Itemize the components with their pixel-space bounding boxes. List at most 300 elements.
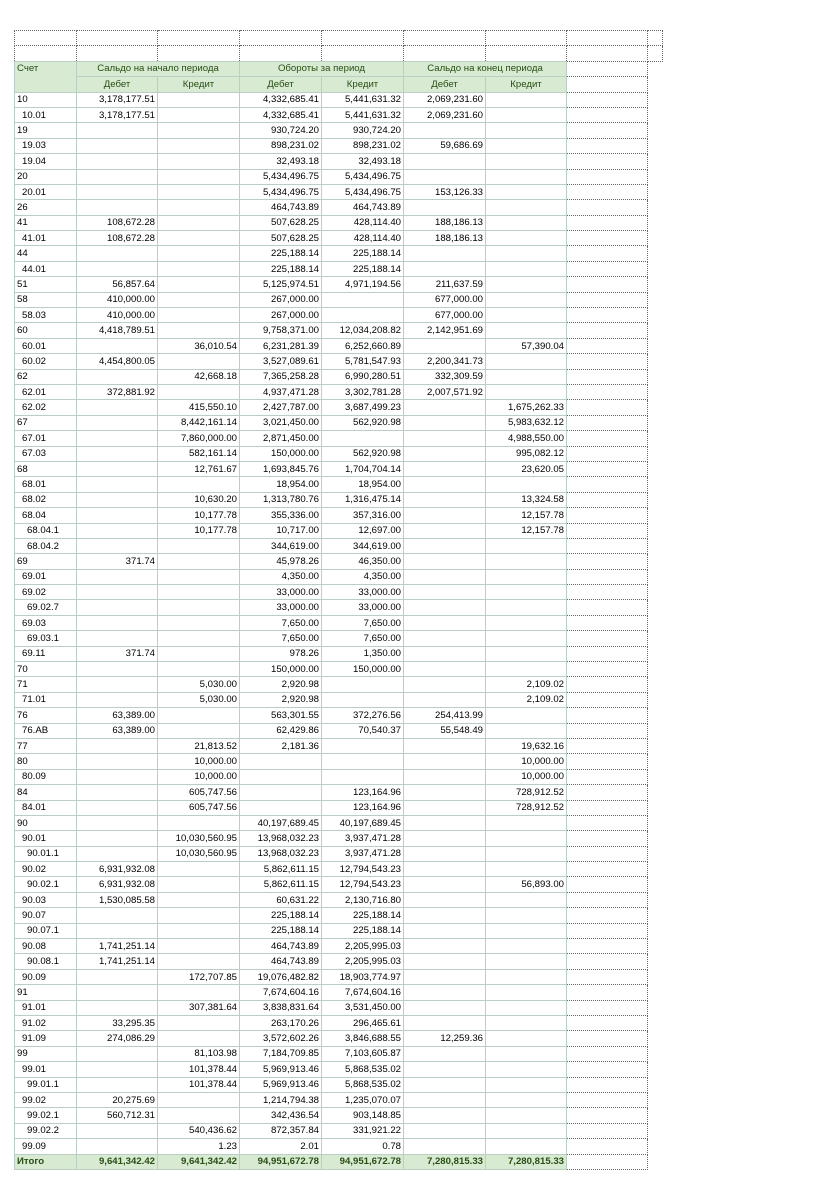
amount-cell	[322, 769, 404, 784]
table-row	[15, 600, 663, 615]
empty-cell	[567, 477, 648, 492]
amount-cell	[158, 292, 240, 307]
amount-cell	[486, 154, 567, 169]
empty-cell	[567, 1062, 648, 1077]
amount-cell	[158, 200, 240, 215]
amount-cell: 1,350.00	[322, 646, 404, 661]
table-row	[15, 1077, 663, 1092]
amount-cell	[77, 523, 158, 538]
amount-cell	[486, 1092, 567, 1107]
empty-cell	[567, 246, 648, 261]
table-row	[15, 846, 663, 861]
amount-cell	[158, 600, 240, 615]
amount-cell	[486, 862, 567, 877]
account-cell: 68.04	[15, 508, 77, 523]
amount-cell	[322, 738, 404, 753]
empty-cell	[567, 123, 648, 138]
amount-cell: 3,687,499.23	[322, 400, 404, 415]
amount-cell: 70,540.37	[322, 723, 404, 738]
amount-cell: 10,030,560.95	[158, 831, 240, 846]
amount-cell: 2.01	[240, 1139, 322, 1154]
empty-cell	[486, 31, 567, 46]
amount-cell: 225,188.14	[240, 908, 322, 923]
amount-cell: 1,316,475.14	[322, 492, 404, 507]
amount-cell: 5,434,496.75	[240, 169, 322, 184]
amount-cell: 344,619.00	[322, 538, 404, 553]
amount-cell: 10,030,560.95	[158, 846, 240, 861]
amount-cell	[77, 923, 158, 938]
amount-cell: 1.23	[158, 1139, 240, 1154]
account-cell: 19.04	[15, 154, 77, 169]
amount-cell	[404, 692, 486, 707]
empty-cell	[567, 446, 648, 461]
header-group: Сальдо на начало периода	[77, 61, 240, 76]
amount-cell	[158, 1031, 240, 1046]
amount-cell: 13,968,032.23	[240, 831, 322, 846]
empty-cell	[404, 31, 486, 46]
amount-cell	[77, 461, 158, 476]
empty-cell	[567, 431, 648, 446]
amount-cell: 464,743.89	[240, 954, 322, 969]
empty-cell	[567, 662, 648, 677]
amount-cell: 5,969,913.46	[240, 1077, 322, 1092]
amount-cell: 188,186.13	[404, 231, 486, 246]
account-cell: 19	[15, 123, 77, 138]
turnover-balance-sheet	[14, 30, 663, 1170]
amount-cell: 5,868,535.02	[322, 1077, 404, 1092]
amount-cell: 19,076,482.82	[240, 969, 322, 984]
empty-cell	[567, 554, 648, 569]
empty-cell	[404, 46, 486, 61]
account-cell: 91	[15, 985, 77, 1000]
amount-cell	[486, 831, 567, 846]
amount-cell	[486, 354, 567, 369]
table-row	[15, 1016, 663, 1031]
amount-cell	[486, 184, 567, 199]
account-cell: 77	[15, 738, 77, 753]
amount-cell	[486, 708, 567, 723]
empty-cell	[567, 1016, 648, 1031]
amount-cell	[404, 785, 486, 800]
amount-cell	[486, 815, 567, 830]
amount-cell: 150,000.00	[240, 662, 322, 677]
amount-cell: 59,686.69	[404, 138, 486, 153]
amount-cell: 42,668.18	[158, 369, 240, 384]
empty-cell	[567, 1031, 648, 1046]
account-cell: 91.02	[15, 1016, 77, 1031]
empty-cell	[567, 923, 648, 938]
amount-cell	[486, 369, 567, 384]
account-cell: 70	[15, 662, 77, 677]
amount-cell	[404, 877, 486, 892]
empty-cell	[567, 892, 648, 907]
amount-cell: 332,309.59	[404, 369, 486, 384]
account-cell: 58.03	[15, 308, 77, 323]
amount-cell	[404, 754, 486, 769]
amount-cell	[486, 107, 567, 122]
amount-cell: 296,465.61	[322, 1016, 404, 1031]
amount-cell	[158, 985, 240, 1000]
header-sub: Кредит	[486, 77, 567, 92]
table-row	[15, 769, 663, 784]
amount-cell	[158, 92, 240, 107]
amount-cell: 562,920.98	[322, 415, 404, 430]
table-row	[15, 292, 663, 307]
table-row	[15, 323, 663, 338]
amount-cell: 4,418,789.51	[77, 323, 158, 338]
amount-cell: 3,531,450.00	[322, 1000, 404, 1015]
amount-cell: 2,142,951.69	[404, 323, 486, 338]
amount-cell: 225,188.14	[240, 261, 322, 276]
amount-cell: 5,030.00	[158, 692, 240, 707]
amount-cell: 5,125,974.51	[240, 277, 322, 292]
empty-cell	[567, 754, 648, 769]
empty-cell	[567, 862, 648, 877]
amount-cell	[158, 384, 240, 399]
empty-cell	[567, 338, 648, 353]
account-cell: 71	[15, 677, 77, 692]
amount-cell: 3,937,471.28	[322, 831, 404, 846]
empty-cell	[567, 169, 648, 184]
amount-cell: 1,675,262.33	[486, 400, 567, 415]
amount-cell: 108,672.28	[77, 231, 158, 246]
empty-cell	[567, 831, 648, 846]
amount-cell	[404, 969, 486, 984]
amount-cell	[404, 1077, 486, 1092]
amount-cell	[77, 184, 158, 199]
amount-cell	[404, 1123, 486, 1138]
empty-cell	[567, 200, 648, 215]
amount-cell	[158, 662, 240, 677]
amount-cell: 225,188.14	[322, 261, 404, 276]
amount-cell	[404, 954, 486, 969]
table-row	[15, 939, 663, 954]
amount-cell: 5,781,547.93	[322, 354, 404, 369]
account-cell: 90.01.1	[15, 846, 77, 861]
amount-cell	[404, 400, 486, 415]
amount-cell	[158, 154, 240, 169]
amount-cell: 62,429.86	[240, 723, 322, 738]
empty-cell	[567, 1108, 648, 1123]
header-sub: Дебет	[240, 77, 322, 92]
table-row	[15, 446, 663, 461]
amount-cell	[404, 1016, 486, 1031]
amount-cell: 4,988,550.00	[486, 431, 567, 446]
account-cell: 90.07.1	[15, 923, 77, 938]
amount-cell	[404, 923, 486, 938]
amount-cell: 3,846,688.55	[322, 1031, 404, 1046]
account-cell: 99.01	[15, 1062, 77, 1077]
amount-cell	[486, 1139, 567, 1154]
amount-cell: 903,148.85	[322, 1108, 404, 1123]
amount-cell	[486, 308, 567, 323]
empty-cell	[567, 969, 648, 984]
amount-cell: 55,548.49	[404, 723, 486, 738]
amount-cell	[158, 231, 240, 246]
amount-cell: 1,313,780.76	[240, 492, 322, 507]
empty-cell	[567, 369, 648, 384]
empty-cell	[158, 46, 240, 61]
amount-cell: 372,276.56	[322, 708, 404, 723]
amount-cell: 605,747.56	[158, 800, 240, 815]
amount-cell	[77, 1000, 158, 1015]
amount-cell: 225,188.14	[322, 923, 404, 938]
amount-cell: 56,893.00	[486, 877, 567, 892]
amount-cell	[158, 631, 240, 646]
amount-cell: 32,493.18	[322, 154, 404, 169]
table-row	[15, 1108, 663, 1123]
table-row	[15, 631, 663, 646]
amount-cell: 728,912.52	[486, 800, 567, 815]
amount-cell: 7,674,604.16	[240, 985, 322, 1000]
amount-cell: 728,912.52	[486, 785, 567, 800]
amount-cell: 605,747.56	[158, 785, 240, 800]
empty-cell	[567, 708, 648, 723]
amount-cell	[158, 323, 240, 338]
table-row	[15, 923, 663, 938]
table-row	[15, 261, 663, 276]
table-row	[15, 277, 663, 292]
amount-cell: 2,200,341.73	[404, 354, 486, 369]
amount-cell: 12,794,543.23	[322, 877, 404, 892]
amount-cell	[404, 1139, 486, 1154]
amount-cell: 2,069,231.60	[404, 92, 486, 107]
amount-cell	[158, 615, 240, 630]
amount-cell	[486, 1123, 567, 1138]
amount-cell	[322, 692, 404, 707]
account-cell: 67.01	[15, 431, 77, 446]
table-row	[15, 662, 663, 677]
amount-cell	[158, 246, 240, 261]
amount-cell: 3,527,089.61	[240, 354, 322, 369]
empty-cell	[567, 939, 648, 954]
amount-cell: 2,007,571.92	[404, 384, 486, 399]
amount-cell	[158, 261, 240, 276]
table-row	[15, 1046, 663, 1061]
account-cell: 84	[15, 785, 77, 800]
amount-cell	[158, 815, 240, 830]
amount-cell	[486, 323, 567, 338]
account-cell: 90.01	[15, 831, 77, 846]
table-row	[15, 954, 663, 969]
amount-cell	[77, 415, 158, 430]
amount-cell	[322, 677, 404, 692]
table-row	[15, 415, 663, 430]
amount-cell: 46,350.00	[322, 554, 404, 569]
table-row	[15, 338, 663, 353]
amount-cell	[158, 1016, 240, 1031]
empty-cell	[567, 354, 648, 369]
empty-cell	[567, 308, 648, 323]
amount-cell: 10,000.00	[486, 769, 567, 784]
amount-cell: 7,650.00	[322, 631, 404, 646]
amount-cell	[77, 662, 158, 677]
amount-cell: 371.74	[77, 646, 158, 661]
amount-cell	[404, 939, 486, 954]
amount-cell	[486, 477, 567, 492]
empty-cell	[77, 46, 158, 61]
amount-cell: 10,717.00	[240, 523, 322, 538]
table-row	[15, 738, 663, 753]
amount-cell	[404, 1062, 486, 1077]
table-row	[15, 492, 663, 507]
table-row	[15, 615, 663, 630]
account-cell: 99.09	[15, 1139, 77, 1154]
header-row	[15, 61, 663, 76]
total-cell: 9,641,342.42	[77, 1154, 158, 1169]
amount-cell	[404, 1092, 486, 1107]
amount-cell: 12,697.00	[322, 523, 404, 538]
amount-cell: 371.74	[77, 554, 158, 569]
amount-cell: 32,493.18	[240, 154, 322, 169]
account-cell: 62.01	[15, 384, 77, 399]
amount-cell: 930,724.20	[240, 123, 322, 138]
account-cell: 69.01	[15, 569, 77, 584]
amount-cell	[486, 1000, 567, 1015]
account-cell: 68.04.2	[15, 538, 77, 553]
amount-cell: 2,920.98	[240, 692, 322, 707]
account-cell: 26	[15, 200, 77, 215]
table-row	[15, 400, 663, 415]
amount-cell	[404, 477, 486, 492]
amount-cell	[77, 538, 158, 553]
table-row	[15, 461, 663, 476]
amount-cell	[77, 815, 158, 830]
amount-cell	[404, 200, 486, 215]
amount-cell: 2,205,995.03	[322, 954, 404, 969]
empty-cell	[567, 508, 648, 523]
account-cell: 41	[15, 215, 77, 230]
amount-cell	[77, 615, 158, 630]
amount-cell: 355,336.00	[240, 508, 322, 523]
account-cell: 99.02	[15, 1092, 77, 1107]
account-cell: 69.03	[15, 615, 77, 630]
amount-cell: 1,693,845.76	[240, 461, 322, 476]
empty-cell	[567, 231, 648, 246]
amount-cell	[404, 261, 486, 276]
amount-cell	[404, 508, 486, 523]
table-row	[15, 215, 663, 230]
total-row	[15, 1154, 663, 1169]
amount-cell	[404, 415, 486, 430]
header-sub: Дебет	[77, 77, 158, 92]
amount-cell	[158, 354, 240, 369]
amount-cell	[404, 169, 486, 184]
amount-cell	[486, 200, 567, 215]
amount-cell	[77, 677, 158, 692]
amount-cell: 5,441,631.32	[322, 107, 404, 122]
amount-cell: 40,197,689.45	[322, 815, 404, 830]
amount-cell	[486, 1077, 567, 1092]
amount-cell	[404, 123, 486, 138]
amount-cell: 563,301.55	[240, 708, 322, 723]
amount-cell	[77, 631, 158, 646]
amount-cell	[486, 908, 567, 923]
amount-cell: 3,178,177.51	[77, 92, 158, 107]
amount-cell	[77, 1139, 158, 1154]
amount-cell: 3,021,450.00	[240, 415, 322, 430]
amount-cell: 331,921.22	[322, 1123, 404, 1138]
account-cell: 62	[15, 369, 77, 384]
account-cell: 84.01	[15, 800, 77, 815]
amount-cell: 123,164.96	[322, 800, 404, 815]
account-cell: 90.02	[15, 862, 77, 877]
amount-cell: 81,103.98	[158, 1046, 240, 1061]
amount-cell	[404, 1108, 486, 1123]
empty-cell	[567, 631, 648, 646]
account-cell: 90	[15, 815, 77, 830]
empty-cell	[486, 46, 567, 61]
account-cell: 99.01.1	[15, 1077, 77, 1092]
table-row	[15, 908, 663, 923]
header-account: Счет	[15, 61, 77, 92]
account-cell: 69.02.7	[15, 600, 77, 615]
amount-cell	[240, 800, 322, 815]
empty-cell	[567, 277, 648, 292]
total-label: Итого	[15, 1154, 77, 1169]
amount-cell: 10,177.78	[158, 508, 240, 523]
amount-cell	[486, 138, 567, 153]
empty-cell	[240, 31, 322, 46]
amount-cell: 33,000.00	[240, 600, 322, 615]
amount-cell: 150,000.00	[240, 446, 322, 461]
amount-cell: 540,436.62	[158, 1123, 240, 1138]
header-sub: Дебет	[404, 77, 486, 92]
account-cell: 20	[15, 169, 77, 184]
amount-cell	[77, 738, 158, 753]
amount-cell: 5,434,496.75	[240, 184, 322, 199]
amount-cell: 10,000.00	[158, 769, 240, 784]
amount-cell: 1,741,251.14	[77, 939, 158, 954]
account-cell: 80	[15, 754, 77, 769]
amount-cell: 108,672.28	[77, 215, 158, 230]
amount-cell	[77, 1046, 158, 1061]
amount-cell: 20,275.69	[77, 1092, 158, 1107]
amount-cell: 4,454,800.05	[77, 354, 158, 369]
amount-cell: 40,197,689.45	[240, 815, 322, 830]
amount-cell	[404, 554, 486, 569]
amount-cell	[404, 615, 486, 630]
amount-cell	[158, 708, 240, 723]
amount-cell	[404, 585, 486, 600]
table-row	[15, 1139, 663, 1154]
empty-cell	[567, 738, 648, 753]
total-cell: 7,280,815.33	[404, 1154, 486, 1169]
amount-cell: 4,332,685.41	[240, 92, 322, 107]
amount-cell: 562,920.98	[322, 446, 404, 461]
amount-cell: 9,758,371.00	[240, 323, 322, 338]
table-row	[15, 692, 663, 707]
amount-cell	[486, 969, 567, 984]
account-cell: 99.02.1	[15, 1108, 77, 1123]
total-cell: 7,280,815.33	[486, 1154, 567, 1169]
empty-cell	[567, 61, 648, 76]
empty-cell	[567, 215, 648, 230]
empty-cell	[648, 46, 663, 61]
amount-cell	[404, 538, 486, 553]
amount-cell: 18,903,774.97	[322, 969, 404, 984]
amount-cell	[77, 154, 158, 169]
amount-cell	[404, 800, 486, 815]
empty-cell	[567, 1000, 648, 1015]
empty-cell	[567, 1154, 648, 1169]
amount-cell	[77, 908, 158, 923]
amount-cell	[158, 123, 240, 138]
amount-cell: 8,442,161.14	[158, 415, 240, 430]
amount-cell	[77, 431, 158, 446]
amount-cell: 60,631.22	[240, 892, 322, 907]
empty-cell	[567, 1092, 648, 1107]
